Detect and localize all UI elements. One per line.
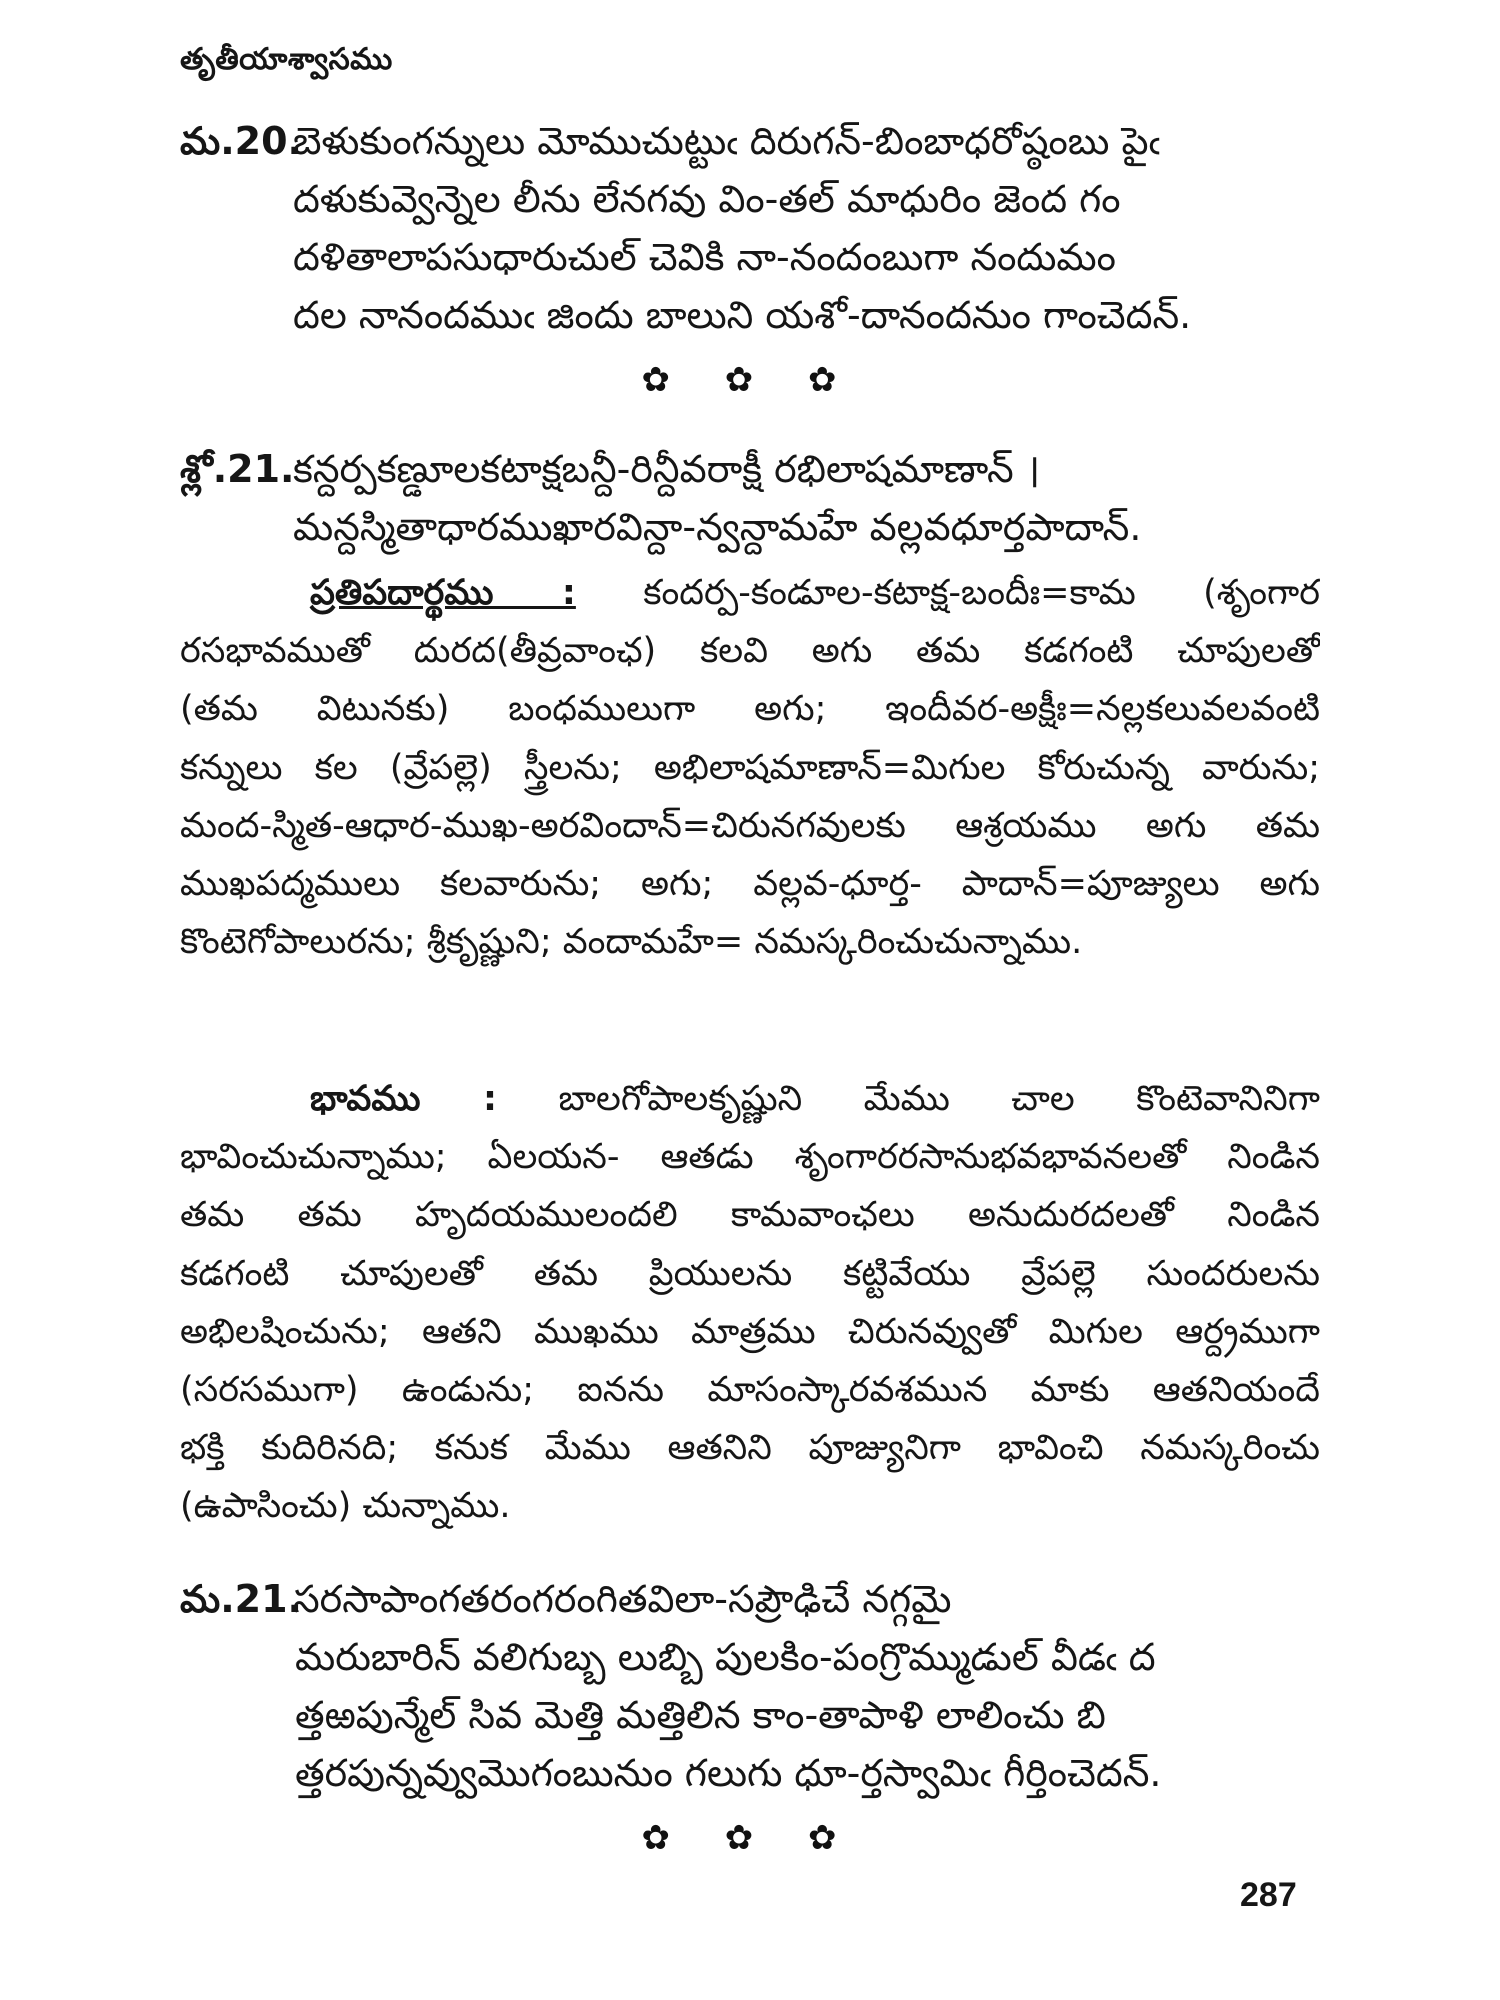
word-meaning-paragraph [180, 564, 1320, 971]
paragraph-line: అభిలషించును; ఆతని ముఖము మాత్రము చిరునవ్వుతో మిగుల ఆర్ద్రముగా [180, 1311, 1320, 1352]
sloka-21 [180, 440, 1330, 556]
verse-text: సరసాపాంగతరంగరంగితవిలా-సప్రౌఢిచే నగ్గమై [293, 1577, 952, 1621]
paragraph-line: తమ తమ హృదయములందలి కామవాంఛలు అనుదురదలతో నిండిన [180, 1195, 1320, 1236]
meaning-summary-paragraph [180, 1070, 1320, 1536]
paragraph-line: భావము : బాలగోపాలకృష్ణుని మేము చాల కొంటెవానినిగా [310, 1079, 1320, 1119]
verse-line: దళితాలాపసుధారుచుల్ చెవికి నా-నందంబుగా నందుమం [293, 235, 1116, 279]
verse-line: దళుకువ్వెన్నెల లీను లేనగవు విం-తల్ మాధురిం జెంద గం [293, 177, 1121, 221]
paragraph-line: ముఖపద్మములు కలవారును; అగు; వల్లవ-ధూర్త- పాదాన్=పూజ్యులు అగు [180, 863, 1320, 904]
paragraph-line: మంద-స్మిత-ఆధార-ముఖ-అరవిందాన్=చిరునగవులకు ఆశ్రయము అగు తమ [180, 805, 1320, 846]
verse-line [180, 440, 1330, 498]
flower-ornament: ✿ ✿ ✿ [641, 1818, 859, 1858]
verse-line: త్తఱపున్మేల్ సివ మెత్తి మత్తిలిన కాం-తాపాళి లాలించు బి [295, 1693, 1106, 1737]
paragraph-line: (సరసముగా) ఉండును; ఐనను మాసంస్కారవశమున మాకు ఆతనియందే [180, 1369, 1320, 1410]
paragraph-line: కొంటెగోపాలురను; శ్రీకృష్ణుని; వందామహే= నమస్కరించుచున్నాము. [180, 922, 1083, 963]
verse-text: కన్దర్పకణ్డూలకటాక్షబన్దీ-రిన్దీవరాక్షీ రభిలాషమాణాన్ । [293, 447, 1041, 491]
verse-line: మరుబారిన్ వలిగుబ్బ లుబ్బి పులకిం-పంగ్రొమ్ముడుల్ వీడఁ ద [295, 1635, 1156, 1679]
paragraph-line: కన్నులు కల (వ్రేపల్లె) స్త్రీలను; అభిలాషమాణాన్=మిగుల కోరుచున్న వారును; [180, 747, 1320, 788]
paragraph-line: కడగంటి చూపులతో తమ ప్రియులను కట్టివేయు వ్రేపల్లె సుందరులను [180, 1253, 1320, 1294]
paragraph-line: (తమ విటునకు) బంధములుగా అగు; ఇందీవర-అక్షీః=నల్లకలువలవంటి [180, 689, 1320, 730]
paragraph-line: రసభావముతో దురద(తీవ్రవాంఛ) కలవి అగు తమ కడగంటి చూపులతో [180, 631, 1320, 672]
flower-ornament: ✿ ✿ ✿ [641, 360, 859, 400]
verse-label: మ.20. [180, 119, 302, 163]
section-title: ప్రతిపదార్థము : [310, 573, 576, 613]
section-title: భావము : [310, 1079, 498, 1119]
verse-line: దల నానందముఁ జిందు బాలుని యశో-దానందనుం గాంచెదన్. [293, 293, 1192, 337]
paragraph-line: ప్రతిపదార్థము : కందర్ప-కండూల-కటాక్ష-బందీః=కామ (శృంగార [310, 573, 1320, 613]
verse-line: త్తరపున్నవ్వుమొగంబునుం గలుగు ధూ-ర్తస్వామిఁ గీర్తించెదన్. [295, 1751, 1162, 1795]
page-number: 287 [1240, 1876, 1297, 1914]
verse-line [180, 1570, 1330, 1628]
verse-line: మన్దస్మితాధారముఖారవిన్దా-న్వన్దామహే వల్లవధూర్తపాదాన్. [293, 505, 1142, 549]
verse-20 [180, 112, 1330, 344]
paragraph-line: భక్తి కుదిరినది; కనుక మేము ఆతనిని పూజ్యునిగా భావించి నమస్కరించు [180, 1428, 1320, 1469]
paragraph-line: (ఉపాసించు) చున్నాము. [180, 1486, 511, 1527]
running-header: తృతీయాశ్వాసము [180, 42, 393, 77]
verse-line [180, 112, 1330, 170]
paragraph-line: భావించుచున్నాము; ఏలయన- ఆతడు శృంగారరసానుభవభావనలతో నిండిన [180, 1137, 1320, 1178]
verse-21 [180, 1570, 1330, 1802]
verse-label: శ్లో.21. [180, 447, 295, 491]
verse-label: మ.21. [180, 1577, 302, 1621]
verse-text: బెళుకుంగన్నులు మోముచుట్టుఁ దిరుగన్-బింబాధరోష్ఠంబు పైఁ [293, 119, 1160, 163]
